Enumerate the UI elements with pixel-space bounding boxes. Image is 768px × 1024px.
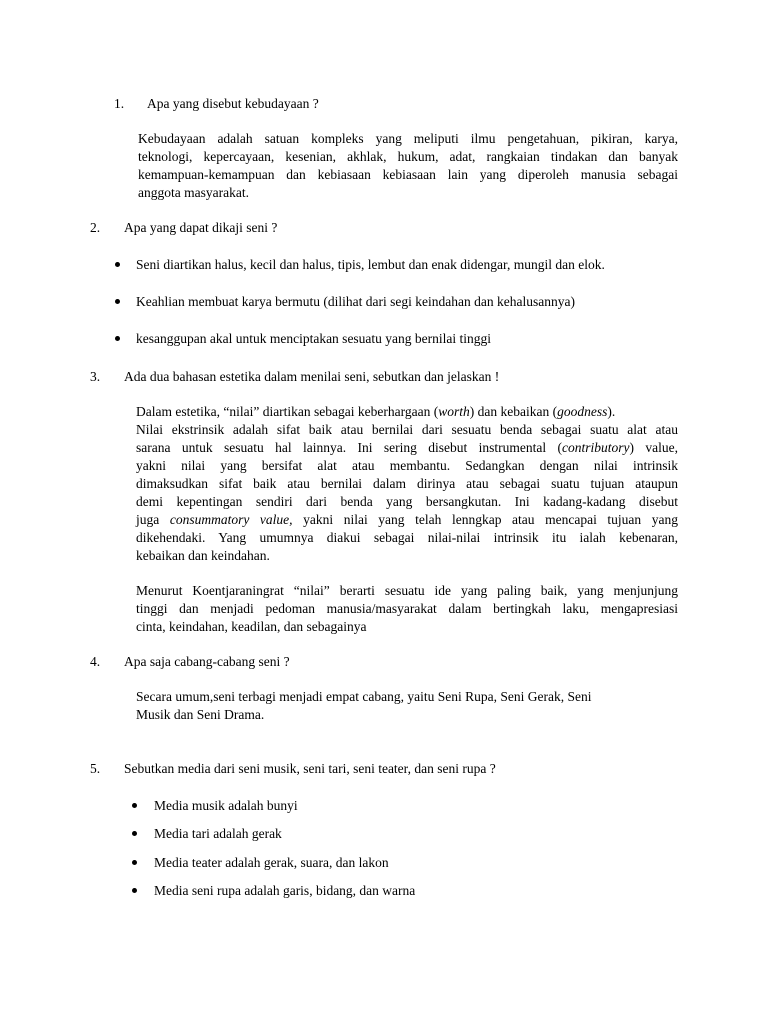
text-run: sarana untuk sesuatu hal lainnya. Ini sering disebut instrumental ( [136, 440, 562, 455]
q5-number: 5. [90, 761, 101, 776]
q3-p1-line: demi kepentingan sendiri dari benda yang bersangkutan. Ini kadang-kadang disebut [136, 494, 678, 509]
q4-answer-line: Musik dan Seni Drama. [136, 707, 265, 722]
text-run-italic: worth [438, 404, 470, 419]
q5-bullet-item: Media seni rupa adalah garis, bidang, dan warna [154, 883, 416, 898]
q5-bullet-item: Media musik adalah bunyi [154, 798, 298, 813]
q2-bullet-item: Seni diartikan halus, kecil dan halus, tipis, lembut dan enak didengar, mungil dan elok. [136, 257, 605, 272]
q3-p1-line: yakni nilai yang bersifat alat atau membantu. Sedangkan dengan nilai intrinsik [136, 458, 678, 473]
q1-answer-line: Kebudayaan adalah satuan kompleks yang meliputi ilmu pengetahuan, pikiran, karya, [138, 131, 678, 146]
q3-p2-line: Menurut Koentjaraningrat “nilai” berarti sesuatu ide yang paling baik, yang menjunjung [136, 583, 678, 598]
text-run-italic: goodness [557, 404, 608, 419]
q2-bullet-item: Keahlian membuat karya bermutu (dilihat dari segi keindahan dan kehalusannya) [136, 294, 575, 309]
q3-p1-line [136, 403, 678, 421]
text-run: Dalam estetika, “nilai” diartikan sebagai keberhargaan ( [136, 404, 439, 419]
q3-number: 3. [90, 369, 101, 384]
text-run-italic: contributory [562, 440, 630, 455]
q4-answer-line: Secara umum,seni terbagi menjadi empat cabang, yaitu Seni Rupa, Seni Gerak, Seni [136, 689, 592, 704]
q1-answer-line: teknologi, kepercayaan, kesenian, akhlak, hukum, adat, rangkaian tindakan dan banyak [138, 149, 678, 164]
q1-answer-line: kemampuan-kemampuan dan kebiasaan kebiasaan lain yang diperoleh manusia sebagai [138, 167, 678, 182]
q3-p2-line: cinta, keindahan, keadilan, dan sebagainya [136, 619, 367, 634]
q3-p2-line: tinggi dan menjadi pedoman manusia/masyarakat dalam bertingkah laku, mengapresiasi [136, 601, 678, 616]
q5-bullet-item: Media teater adalah gerak, suara, dan lakon [154, 855, 389, 870]
q1-answer-line: anggota masyarakat. [138, 185, 249, 200]
q3-p1-line: dimaksudkan sifat baik atau bernilai dalam dirinya atau sebagai suatu tujuan ataupun [136, 476, 678, 491]
q2-bullet-item: kesanggupan akal untuk menciptakan sesuatu yang bernilai tinggi [136, 331, 492, 346]
q3-p1-line [136, 439, 678, 457]
bullet-icon [132, 860, 137, 865]
text-run: ) value, [629, 440, 678, 455]
text-run: ) dan kebaikan ( [469, 404, 558, 419]
q3-question: Ada dua bahasan estetika dalam menilai seni, sebutkan dan jelaskan ! [124, 369, 500, 384]
text-run: juga [136, 512, 170, 527]
text-run: yakni nilai yang telah lenngkap atau mencapai tujuan yang [292, 512, 679, 527]
q1-question: Apa yang disebut kebudayaan ? [147, 96, 319, 111]
bullet-icon [132, 803, 137, 808]
bullet-icon [115, 262, 120, 267]
q5-question: Sebutkan media dari seni musik, seni tari, seni teater, dan seni rupa ? [124, 761, 496, 776]
bullet-icon [132, 831, 137, 836]
bullet-icon [115, 336, 120, 341]
q3-p1-line: kebaikan dan keindahan. [136, 548, 270, 563]
q3-p1-line [136, 511, 678, 529]
q2-question: Apa yang dapat dikaji seni ? [124, 220, 278, 235]
bullet-icon [132, 888, 137, 893]
q3-paragraph-2 [136, 582, 678, 636]
q1-answer [138, 130, 678, 202]
q4-answer [136, 688, 678, 724]
bullet-icon [115, 299, 120, 304]
q5-bullet-item: Media tari adalah gerak [154, 826, 282, 841]
text-run-italic: consummatory value, [169, 512, 293, 527]
q4-question: Apa saja cabang-cabang seni ? [124, 654, 290, 669]
q3-p1-line: dikehendaki. Yang umumnya diakui sebagai nilai-nilai intrinsik itu ialah kebenaran, [136, 530, 678, 545]
q1-number: 1. [114, 96, 125, 111]
q2-number: 2. [90, 220, 101, 235]
q3-p1-line: Nilai ekstrinsik adalah sifat baik atau bernilai dari sesuatu benda sebagai suatu alat atau [136, 422, 678, 437]
text-run: ). [607, 404, 616, 419]
q3-paragraph-1 [136, 403, 678, 565]
q4-number: 4. [90, 654, 101, 669]
